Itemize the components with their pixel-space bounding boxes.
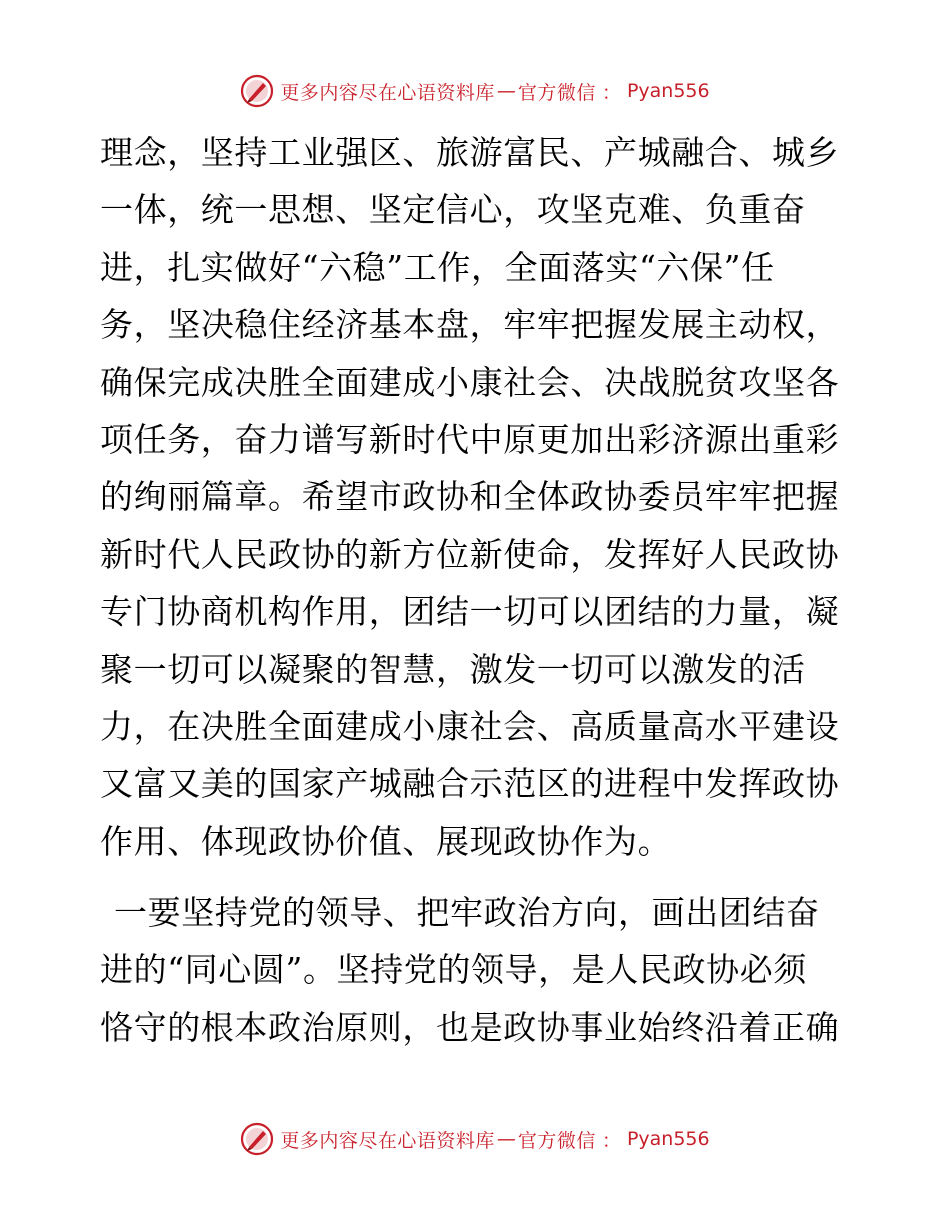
text-line: 又富又美的国家产城融合示范区的进程中发挥政协: [100, 764, 840, 804]
pen-logo-icon: [240, 1122, 274, 1156]
watermark-site-text: 更多内容尽在心语资料库: [280, 1129, 495, 1152]
paragraph-gap: [100, 870, 850, 884]
text-line: 项任务，奋力谱写新时代中原更加出彩济源出重彩: [100, 419, 840, 459]
text-line: 的绚丽篇章。希望市政协和全体政协委员牢牢把握: [100, 477, 840, 517]
text-line: 进的“同心圆”。坚持党的领导，是人民政协必须: [100, 950, 807, 990]
text-line: 专门协商机构作用，团结一切可以团结的力量，凝: [100, 592, 840, 632]
document-body: [100, 124, 850, 1056]
watermark-colon: ：: [601, 1129, 621, 1152]
watermark-wechat-id: Pyan556: [626, 1128, 710, 1150]
watermark-wechat-id: Pyan556: [626, 80, 710, 102]
text-line: 聚一切可以凝聚的智慧，激发一切可以激发的活: [100, 649, 806, 689]
pen-logo-icon: [240, 74, 274, 108]
text-line: 理念，坚持工业强区、旅游富民、产城融合、城乡: [100, 133, 840, 172]
text-line: 新时代人民政协的新方位新使命，发挥好人民政协: [100, 534, 840, 574]
watermark-wechat-label: 官方微信: [517, 1129, 596, 1152]
header-watermark: [0, 71, 950, 111]
watermark-separator: —: [496, 1128, 516, 1150]
text-line: 力，在决胜全面建成小康社会、高质量高水平建设: [100, 706, 840, 746]
watermark-wechat-label: 官方微信: [517, 81, 596, 104]
footer-watermark: [0, 1119, 950, 1159]
text-line: 恪守的根本政治原则，也是政协事业始终沿着正确: [100, 1007, 840, 1047]
paragraph-2: [100, 884, 850, 1056]
text-line: 确保完成决胜全面建成小康社会、决战脱贫攻坚各: [100, 362, 840, 402]
watermark-colon: ：: [601, 81, 621, 104]
paragraph-1: [100, 124, 850, 870]
text-line: 作用、体现政协价值、展现政协作为。: [100, 821, 672, 861]
watermark-separator: —: [496, 80, 516, 102]
text-line: 务，坚决稳住经济基本盘，牢牢把握发展主动权，: [100, 305, 840, 345]
text-line: 进，扎实做好“六稳”工作，全面落实“六保”任: [100, 247, 775, 287]
watermark-site-text: 更多内容尽在心语资料库: [280, 81, 495, 104]
text-line: 一体，统一思想、坚定信心，攻坚克难、负重奋: [100, 190, 806, 230]
text-line: 一要坚持党的领导、把牢政治方向，画出团结奋: [114, 893, 820, 933]
